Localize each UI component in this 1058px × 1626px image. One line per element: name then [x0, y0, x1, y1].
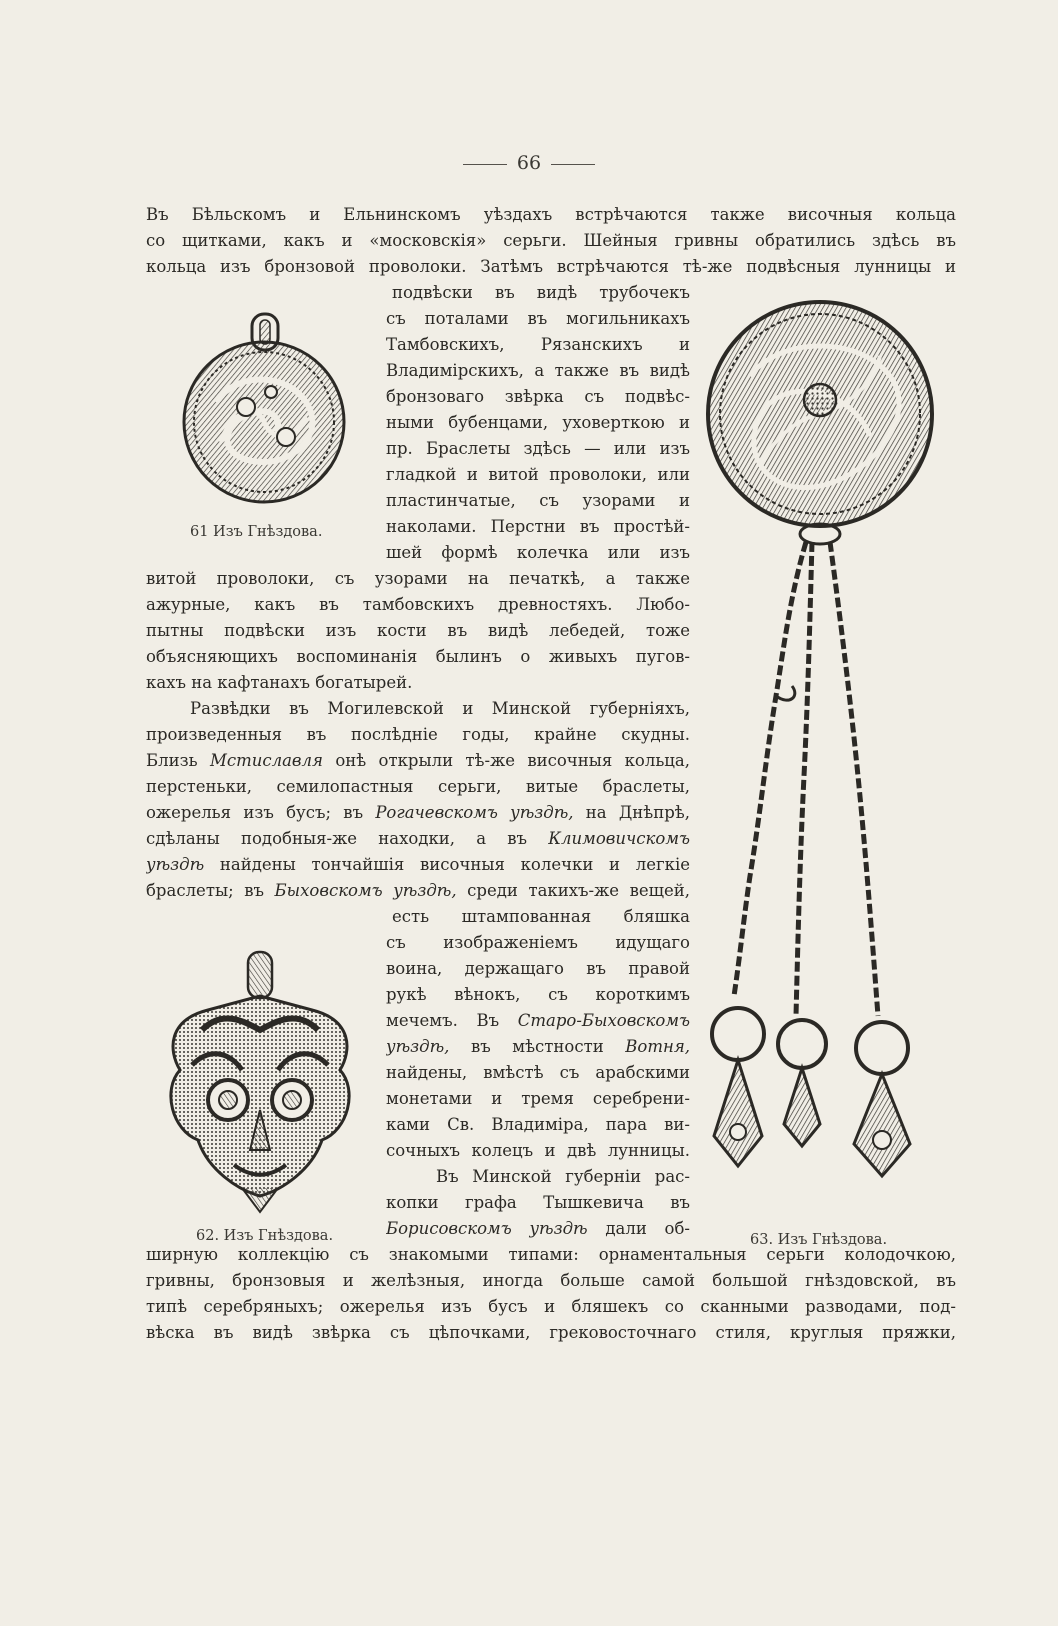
text-line: бронзоваго звѣрка съ подвѣс- [386, 387, 690, 406]
text-line: Владимірскихъ, а также въ видѣ [386, 361, 690, 380]
text-run: браслеты; въ [146, 881, 264, 900]
text-run: ожерелья изъ бусъ; въ [146, 803, 364, 822]
text-run: на Днѣпрѣ, [585, 803, 690, 822]
text-line: пр. Браслеты здѣсь — или изъ [386, 439, 690, 458]
text-line: копки графа Тышкевича въ [386, 1193, 690, 1212]
text-line: наколами. Перстни въ простѣй- [386, 517, 690, 536]
text-line: ширную коллекцію съ знакомыми типами: орнаментальныя серьги колодочкою, [146, 1245, 956, 1264]
text-line: гривны, бронзовыя и желѣзныя, иногда больше самой большой гнѣздовской, въ [146, 1271, 956, 1290]
text-line: перстеньки, семилопастныя серьги, витые браслеты, [146, 777, 690, 796]
text-run-italic: Климовичскомъ [548, 829, 690, 848]
text-line: сочныхъ колецъ и двѣ лунницы. [386, 1141, 690, 1160]
text-run: найдены тончайшія височныя колечки и легкіе [219, 855, 690, 874]
text-line [146, 852, 690, 878]
page-number [0, 152, 1058, 174]
text-line: съ изображеніемъ идущаго [386, 933, 690, 952]
figure-63-disk-with-chains-illustration [700, 296, 966, 1216]
text-line: Въ Минской губерніи рас- [436, 1167, 690, 1186]
figure-61-caption: 61 Изъ Гнѣздова. [190, 524, 323, 540]
text-line [146, 800, 690, 826]
text-run-italic: Вотня, [625, 1037, 690, 1056]
text-line [386, 1008, 690, 1034]
page-number-dash-right [551, 164, 595, 165]
text-line: ажурные, какъ въ тамбовскихъ древностяхъ. Любо- [146, 595, 690, 614]
text-line: пластинчатые, съ узорами и [386, 491, 690, 510]
text-line: со щитками, какъ и «московскія» серьги. Шейныя гривны обратились здѣсь въ [146, 231, 956, 250]
text-line: монетами и тремя серебрени- [386, 1089, 690, 1108]
text-line: шей формѣ колечка или изъ [386, 543, 690, 562]
text-line [386, 1034, 690, 1060]
figure-63-caption: 63. Изъ Гнѣздова. [750, 1232, 888, 1248]
text-line: пытны подвѣски изъ кости въ видѣ лебедей, тоже [146, 621, 690, 640]
text-run: среди такихъ-же вещей, [467, 881, 690, 900]
figure-62-caption: 62. Изъ Гнѣздова. [196, 1228, 334, 1244]
text-run-italic: Борисовскомъ уѣздѣ [386, 1219, 588, 1238]
text-line: Въ Бѣльскомъ и Ельнинскомъ уѣздахъ встрѣчаются также височныя кольца [146, 205, 956, 224]
text-line: найдены, вмѣстѣ съ арабскими [386, 1063, 690, 1082]
text-run-italic: Старо-Быховскомъ [517, 1011, 690, 1030]
text-line: объясняющихъ воспоминанія былинъ о живыхъ пугов- [146, 647, 690, 666]
text-line: съ поталами въ могильникахъ [386, 309, 690, 328]
text-line: произведенныя въ послѣдніе годы, крайне скудны. [146, 725, 690, 744]
text-line: рукѣ вѣнокъ, съ короткимъ [386, 985, 690, 1004]
page-number-value: 66 [516, 152, 542, 174]
text-run-italic: Мстиславля [209, 751, 323, 770]
text-line: кольца изъ бронзовой проволоки. Затѣмъ встрѣчаются тѣ-же подвѣсныя лунницы и [146, 257, 956, 276]
text-run-italic: уѣздѣ [146, 855, 205, 874]
page-number-dash-left [463, 164, 507, 165]
text-line: Тамбовскихъ, Рязанскихъ и [386, 335, 690, 354]
text-line [146, 826, 690, 852]
text-line [146, 878, 690, 904]
text-line: вѣска въ видѣ звѣрка съ цѣпочками, грековосточнаго стиля, круглыя пряжки, [146, 1323, 956, 1342]
text-run: сдѣланы подобныя-же находки, а въ [146, 829, 528, 848]
text-line: ными бубенцами, уховерткою и [386, 413, 690, 432]
figure-62-mask-pendant-illustration [162, 950, 362, 1216]
text-line: типѣ серебряныхъ; ожерелья изъ бусъ и бляшекъ со сканными разводами, под- [146, 1297, 956, 1316]
text-line: подвѣски въ видѣ трубочекъ [392, 283, 690, 302]
text-line: гладкой и витой проволоки, или [386, 465, 690, 484]
text-line [386, 1216, 690, 1242]
text-run-italic: уѣздѣ, [386, 1037, 450, 1056]
text-run: онѣ открыли тѣ-же височныя кольца, [335, 751, 690, 770]
text-line: Развѣдки въ Могилевской и Минской губерніяхъ, [190, 699, 690, 718]
text-line: ками Св. Владиміра, пара ви- [386, 1115, 690, 1134]
text-line: воина, держащаго въ правой [386, 959, 690, 978]
text-line: есть штампованная бляшка [392, 907, 690, 926]
figure-61-pendant-illustration [176, 312, 356, 512]
text-run: Близь [146, 751, 198, 770]
text-run: въ мѣстности [470, 1037, 604, 1056]
text-run: мечемъ. Въ [386, 1011, 500, 1030]
text-line [146, 748, 690, 774]
text-run: дали об- [605, 1219, 690, 1238]
text-line: кахъ на кафтанахъ богатырей. [146, 673, 413, 692]
text-run-italic: Быховскомъ уѣздѣ, [274, 881, 457, 900]
text-run-italic: Рогачевскомъ уѣздѣ, [375, 803, 574, 822]
text-line: витой проволоки, съ узорами на печаткѣ, а также [146, 569, 690, 588]
